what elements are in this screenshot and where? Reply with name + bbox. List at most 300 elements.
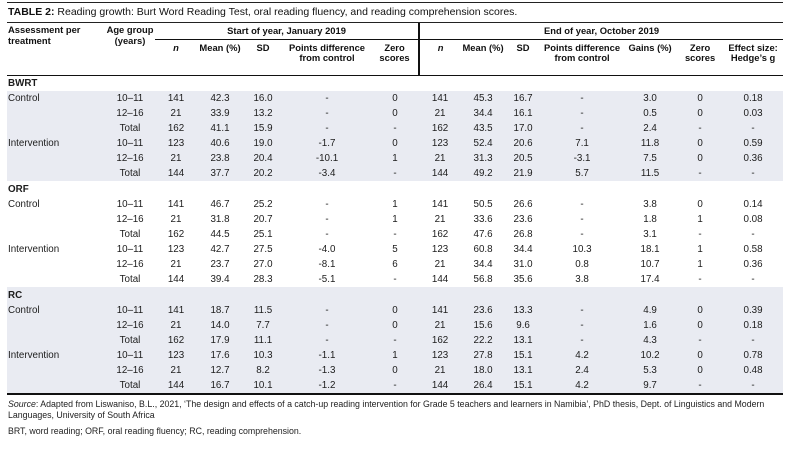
cell-end-sd: 31.0: [513, 259, 533, 270]
cell-end-mean: 34.4: [473, 108, 493, 119]
cell-start-mean: 16.7: [210, 380, 230, 391]
cell-end-n: 144: [431, 168, 449, 179]
cell-end-n: 162: [431, 229, 449, 240]
age-group-cell: 12–16: [116, 259, 144, 270]
cell-end-gains: 1.6: [643, 320, 657, 331]
table-title-text: Reading growth: Burt Word Reading Test, oral reading fluency, and reading comprehension scores.: [57, 6, 518, 18]
cell-end-points-diff: -: [580, 214, 584, 225]
cell-end-gains: 3.0: [643, 93, 657, 104]
cell-end-gains: 0.5: [643, 108, 657, 119]
treatment-label: Control: [8, 199, 40, 210]
cell-end-n: 123: [431, 138, 449, 149]
cell-start-points-diff: -8.1: [318, 259, 336, 270]
cell-start-points-diff: -: [325, 93, 329, 104]
cell-start-points-diff: -: [325, 214, 329, 225]
age-group-cell: Total: [119, 335, 141, 346]
cell-start-sd: 27.5: [253, 244, 273, 255]
cell-start-n: 21: [170, 108, 182, 119]
treatment-label: [7, 272, 105, 287]
cell-end-points-diff: -3.1: [573, 153, 591, 164]
cell-start-n: 144: [167, 274, 185, 285]
cell-end-gains: 5.3: [643, 365, 657, 376]
cell-end-effect-size: 0.18: [743, 320, 763, 331]
table-row: [7, 257, 783, 272]
table-caption: [7, 3, 783, 23]
table-row: [7, 348, 783, 363]
table-row: [7, 378, 783, 393]
cell-end-effect-size: 0.14: [743, 199, 763, 210]
age-group-cell: 10–11: [116, 199, 144, 210]
col-header-start-zero-scores: Zero scores: [371, 39, 419, 75]
cell-start-sd: 20.2: [253, 168, 273, 179]
source-note: [7, 395, 783, 421]
age-group-cell: 12–16: [116, 153, 144, 164]
cell-start-sd: 27.0: [253, 259, 273, 270]
cell-start-zero-scores: 1: [392, 153, 398, 164]
cell-start-zero-scores: 1: [392, 214, 398, 225]
cell-end-sd: 35.6: [513, 274, 533, 285]
treatment-label: [7, 333, 105, 348]
cell-start-zero-scores: -: [393, 123, 397, 134]
cell-end-zero-scores: -: [698, 380, 702, 391]
cell-end-zero-scores: 0: [697, 199, 703, 210]
cell-end-points-diff: -: [580, 123, 584, 134]
cell-end-gains: 17.4: [640, 274, 660, 285]
cell-end-zero-scores: 1: [697, 259, 703, 270]
cell-end-zero-scores: 0: [697, 93, 703, 104]
col-header-end-points-diff: Points difference from control: [541, 39, 623, 75]
table-row: [7, 91, 783, 106]
table-row: [7, 197, 783, 212]
cell-end-n: 144: [431, 380, 449, 391]
cell-end-gains: 1.8: [643, 214, 657, 225]
age-group-cell: 12–16: [116, 365, 144, 376]
cell-end-points-diff: -: [580, 108, 584, 119]
cell-start-mean: 23.7: [210, 259, 230, 270]
cell-end-mean: 31.3: [473, 153, 493, 164]
cell-end-sd: 15.1: [513, 380, 533, 391]
age-group-cell: Total: [119, 123, 141, 134]
table-row: [7, 166, 783, 181]
col-header-end-sd: SD: [505, 39, 541, 75]
cell-start-zero-scores: -: [393, 380, 397, 391]
cell-end-zero-scores: 0: [697, 108, 703, 119]
cell-end-n: 21: [434, 259, 446, 270]
cell-start-zero-scores: 0: [392, 320, 398, 331]
table-row: [7, 151, 783, 166]
cell-start-sd: 11.1: [253, 335, 273, 346]
cell-end-mean: 47.6: [473, 229, 493, 240]
cell-end-mean: 49.2: [473, 168, 493, 179]
col-header-age-group: Age group (years): [105, 23, 155, 75]
cell-start-points-diff: -5.1: [318, 274, 336, 285]
cell-end-mean: 60.8: [473, 244, 493, 255]
cell-end-points-diff: 4.2: [575, 350, 589, 361]
age-group-cell: 10–11: [116, 305, 144, 316]
cell-end-zero-scores: 1: [697, 244, 703, 255]
col-header-start-n: n: [155, 39, 197, 75]
cell-end-gains: 9.7: [643, 380, 657, 391]
cell-start-points-diff: -: [325, 199, 329, 210]
cell-start-mean: 39.4: [210, 274, 230, 285]
cell-end-effect-size: -: [751, 274, 755, 285]
cell-end-points-diff: 2.4: [575, 365, 589, 376]
treatment-label: [7, 227, 105, 242]
cell-start-n: 162: [167, 229, 185, 240]
cell-end-gains: 11.8: [640, 138, 660, 149]
cell-end-mean: 45.3: [473, 93, 493, 104]
cell-end-zero-scores: 0: [697, 350, 703, 361]
cell-start-n: 21: [170, 153, 182, 164]
cell-start-n: 21: [170, 214, 182, 225]
cell-end-points-diff: -: [580, 335, 584, 346]
table-row: [7, 106, 783, 121]
cell-end-n: 123: [431, 350, 449, 361]
cell-start-mean: 37.7: [210, 168, 230, 179]
treatment-label: [7, 166, 105, 181]
cell-start-sd: 19.0: [253, 138, 273, 149]
treatment-label: Control: [8, 93, 40, 104]
cell-end-sd: 17.0: [513, 123, 533, 134]
cell-end-sd: 34.4: [513, 244, 533, 255]
cell-end-sd: 13.1: [513, 365, 533, 376]
cell-start-n: 141: [167, 305, 185, 316]
cell-end-n: 21: [434, 214, 446, 225]
col-header-end-zero-scores: Zero scores: [677, 39, 723, 75]
cell-end-zero-scores: -: [698, 335, 702, 346]
cell-start-mean: 42.7: [210, 244, 230, 255]
cell-start-points-diff: -4.0: [318, 244, 336, 255]
cell-end-sd: 15.1: [513, 350, 533, 361]
cell-end-zero-scores: 0: [697, 153, 703, 164]
cell-start-mean: 33.9: [210, 108, 230, 119]
cell-start-points-diff: -: [325, 305, 329, 316]
cell-end-points-diff: -: [580, 199, 584, 210]
treatment-label: [7, 363, 105, 378]
cell-start-points-diff: -: [325, 335, 329, 346]
cell-end-effect-size: 0.03: [743, 108, 763, 119]
cell-end-sd: 26.8: [513, 229, 533, 240]
cell-end-n: 162: [431, 335, 449, 346]
cell-start-points-diff: -: [325, 123, 329, 134]
section-header-row: [7, 287, 783, 303]
cell-end-gains: 4.3: [643, 335, 657, 346]
treatment-label: [7, 121, 105, 136]
cell-start-mean: 14.0: [210, 320, 230, 331]
cell-start-n: 123: [167, 138, 185, 149]
age-group-cell: 10–11: [116, 244, 144, 255]
table-row: [7, 303, 783, 318]
cell-end-n: 21: [434, 320, 446, 331]
table-row: [7, 242, 783, 257]
cell-start-n: 162: [167, 123, 185, 134]
cell-start-sd: 10.1: [253, 380, 273, 391]
cell-start-sd: 15.9: [253, 123, 273, 134]
cell-end-effect-size: 0.36: [743, 259, 763, 270]
age-group-cell: Total: [119, 168, 141, 179]
age-group-cell: Total: [119, 229, 141, 240]
cell-end-gains: 10.7: [640, 259, 660, 270]
cell-start-mean: 17.6: [210, 350, 230, 361]
cell-start-sd: 25.1: [253, 229, 273, 240]
cell-start-points-diff: -1.3: [318, 365, 336, 376]
cell-start-points-diff: -3.4: [318, 168, 336, 179]
cell-end-mean: 23.6: [473, 305, 493, 316]
cell-end-zero-scores: -: [698, 229, 702, 240]
cell-end-gains: 4.9: [643, 305, 657, 316]
cell-end-mean: 43.5: [473, 123, 493, 134]
cell-end-zero-scores: -: [698, 123, 702, 134]
cell-start-n: 144: [167, 168, 185, 179]
section-label: ORF: [8, 183, 29, 195]
cell-start-points-diff: -: [325, 229, 329, 240]
cell-start-mean: 44.5: [210, 229, 230, 240]
cell-end-mean: 18.0: [473, 365, 493, 376]
cell-start-zero-scores: 0: [392, 365, 398, 376]
cell-start-zero-scores: 0: [392, 108, 398, 119]
cell-start-zero-scores: 1: [392, 350, 398, 361]
treatment-label: [7, 151, 105, 166]
cell-end-n: 144: [431, 274, 449, 285]
cell-start-zero-scores: -: [393, 168, 397, 179]
cell-start-zero-scores: -: [393, 274, 397, 285]
cell-start-zero-scores: 0: [392, 93, 398, 104]
cell-end-mean: 33.6: [473, 214, 493, 225]
cell-start-zero-scores: 1: [392, 199, 398, 210]
col-header-start-points-diff: Points difference from control: [283, 39, 371, 75]
cell-start-points-diff: -1.7: [318, 138, 336, 149]
cell-start-zero-scores: -: [393, 335, 397, 346]
treatment-label: [7, 378, 105, 393]
cell-end-effect-size: 0.39: [743, 305, 763, 316]
reading-growth-table: [7, 23, 783, 393]
cell-end-sd: 13.3: [513, 305, 533, 316]
cell-start-sd: 13.2: [253, 108, 273, 119]
cell-start-mean: 17.9: [210, 335, 230, 346]
cell-end-zero-scores: 0: [697, 320, 703, 331]
table-row: [7, 318, 783, 333]
treatment-label: [7, 257, 105, 272]
cell-end-sd: 20.5: [513, 153, 533, 164]
col-header-assessment: Assessment per treatment: [7, 23, 105, 75]
treatment-label: Control: [8, 305, 40, 316]
cell-end-effect-size: 0.08: [743, 214, 763, 225]
cell-end-effect-size: 0.58: [743, 244, 763, 255]
col-header-end-n: n: [419, 39, 461, 75]
cell-start-zero-scores: 0: [392, 305, 398, 316]
cell-end-sd: 21.9: [513, 168, 533, 179]
cell-end-zero-scores: -: [698, 168, 702, 179]
col-group-start-of-year: Start of year, January 2019: [155, 23, 419, 39]
cell-start-sd: 16.0: [253, 93, 273, 104]
cell-end-mean: 22.2: [473, 335, 493, 346]
cell-end-mean: 27.8: [473, 350, 493, 361]
cell-end-sd: 16.1: [513, 108, 533, 119]
cell-end-mean: 50.5: [473, 199, 493, 210]
cell-end-points-diff: 3.8: [575, 274, 589, 285]
cell-start-n: 21: [170, 259, 182, 270]
cell-start-sd: 20.4: [253, 153, 273, 164]
cell-end-effect-size: -: [751, 229, 755, 240]
age-group-cell: Total: [119, 380, 141, 391]
cell-start-points-diff: -1.2: [318, 380, 336, 391]
cell-start-mean: 46.7: [210, 199, 230, 210]
cell-end-effect-size: -: [751, 123, 755, 134]
cell-end-points-diff: 0.8: [575, 259, 589, 270]
cell-start-n: 141: [167, 93, 185, 104]
cell-end-effect-size: -: [751, 380, 755, 391]
cell-end-mean: 34.4: [473, 259, 493, 270]
cell-end-sd: 26.6: [513, 199, 533, 210]
cell-end-sd: 13.1: [513, 335, 533, 346]
cell-end-n: 21: [434, 153, 446, 164]
table-row: [7, 363, 783, 378]
cell-end-mean: 15.6: [473, 320, 493, 331]
section-label: RC: [8, 289, 23, 301]
section-label: BWRT: [8, 77, 38, 89]
source-label: Source: [8, 399, 36, 409]
cell-start-zero-scores: 0: [392, 138, 398, 149]
abbreviations-note: BRT, word reading; ORF, oral reading fluency; RC, reading comprehension.: [8, 426, 302, 436]
section-header-row: [7, 75, 783, 91]
cell-end-points-diff: 7.1: [575, 138, 589, 149]
treatment-label: Intervention: [8, 244, 60, 255]
table-number-label: TABLE 2:: [8, 6, 55, 18]
cell-start-mean: 41.1: [210, 123, 230, 134]
cell-start-mean: 23.8: [210, 153, 230, 164]
cell-start-n: 162: [167, 335, 185, 346]
cell-start-n: 21: [170, 365, 182, 376]
age-group-cell: Total: [119, 274, 141, 285]
table-row: [7, 333, 783, 348]
cell-end-gains: 3.1: [643, 229, 657, 240]
cell-end-points-diff: -: [580, 229, 584, 240]
cell-end-effect-size: 0.78: [743, 350, 763, 361]
cell-end-effect-size: 0.59: [743, 138, 763, 149]
cell-end-zero-scores: 0: [697, 138, 703, 149]
cell-end-zero-scores: 0: [697, 305, 703, 316]
table-row: [7, 121, 783, 136]
source-text: : Adapted from Liswaniso, B.L., 2021, ‘The design and effects of a catch-up reading intervention for Grade 5 teachers and learners in Namibia’, PhD thesis, Dept. of Linguistics and Modern Languages, University of South Africa: [8, 399, 765, 420]
cell-end-effect-size: -: [751, 168, 755, 179]
cell-start-zero-scores: -: [393, 229, 397, 240]
cell-start-sd: 10.3: [253, 350, 273, 361]
cell-end-points-diff: 5.7: [575, 168, 589, 179]
cell-end-sd: 20.6: [513, 138, 533, 149]
cell-start-mean: 12.7: [210, 365, 230, 376]
cell-start-sd: 11.5: [253, 305, 273, 316]
table-body: [7, 75, 783, 393]
cell-start-sd: 8.2: [256, 365, 270, 376]
cell-end-mean: 52.4: [473, 138, 493, 149]
cell-start-mean: 42.3: [210, 93, 230, 104]
cell-end-n: 141: [431, 305, 449, 316]
cell-end-effect-size: 0.18: [743, 93, 763, 104]
col-group-end-of-year: End of year, October 2019: [419, 23, 783, 39]
cell-end-effect-size: 0.36: [743, 153, 763, 164]
cell-end-points-diff: -: [580, 320, 584, 331]
cell-end-n: 141: [431, 199, 449, 210]
cell-start-points-diff: -10.1: [315, 153, 339, 164]
col-header-start-mean: Mean (%): [197, 39, 243, 75]
cell-end-gains: 7.5: [643, 153, 657, 164]
treatment-label: [7, 212, 105, 227]
treatment-label: Intervention: [8, 350, 60, 361]
cell-end-n: 123: [431, 244, 449, 255]
cell-end-n: 21: [434, 108, 446, 119]
cell-end-n: 21: [434, 365, 446, 376]
table-row: [7, 136, 783, 151]
cell-start-n: 123: [167, 350, 185, 361]
cell-end-gains: 3.8: [643, 199, 657, 210]
cell-end-gains: 18.1: [640, 244, 660, 255]
table-row: [7, 212, 783, 227]
cell-start-n: 144: [167, 380, 185, 391]
cell-start-zero-scores: 5: [392, 244, 398, 255]
cell-end-gains: 2.4: [643, 123, 657, 134]
cell-end-n: 141: [431, 93, 449, 104]
cell-end-zero-scores: 1: [697, 214, 703, 225]
cell-end-effect-size: 0.48: [743, 365, 763, 376]
age-group-cell: 12–16: [116, 320, 144, 331]
cell-end-zero-scores: 0: [697, 365, 703, 376]
cell-end-sd: 16.7: [513, 93, 533, 104]
age-group-cell: 10–11: [116, 93, 144, 104]
age-group-cell: 12–16: [116, 108, 144, 119]
cell-start-n: 141: [167, 199, 185, 210]
cell-start-sd: 25.2: [253, 199, 273, 210]
cell-start-mean: 40.6: [210, 138, 230, 149]
treatment-label: [7, 318, 105, 333]
cell-start-sd: 28.3: [253, 274, 273, 285]
cell-start-sd: 7.7: [256, 320, 270, 331]
cell-end-gains: 10.2: [640, 350, 660, 361]
col-header-end-effect-size: Effect size: Hedge’s g: [723, 39, 783, 75]
col-header-start-sd: SD: [243, 39, 283, 75]
cell-end-effect-size: -: [751, 335, 755, 346]
treatment-label: [7, 106, 105, 121]
age-group-cell: 10–11: [116, 350, 144, 361]
cell-start-points-diff: -: [325, 320, 329, 331]
treatment-label: Intervention: [8, 138, 60, 149]
table-row: [7, 227, 783, 242]
cell-end-n: 162: [431, 123, 449, 134]
cell-start-points-diff: -1.1: [318, 350, 336, 361]
cell-end-mean: 56.8: [473, 274, 493, 285]
cell-end-zero-scores: -: [698, 274, 702, 285]
cell-start-n: 123: [167, 244, 185, 255]
cell-end-points-diff: 4.2: [575, 380, 589, 391]
cell-end-sd: 23.6: [513, 214, 533, 225]
col-header-end-gains: Gains (%): [623, 39, 677, 75]
age-group-cell: 10–11: [116, 138, 144, 149]
col-header-end-mean: Mean (%): [461, 39, 505, 75]
age-group-cell: 12–16: [116, 214, 144, 225]
cell-start-mean: 31.8: [210, 214, 230, 225]
cell-end-gains: 11.5: [640, 168, 660, 179]
cell-end-points-diff: 10.3: [572, 244, 592, 255]
section-header-row: [7, 181, 783, 197]
cell-start-points-diff: -: [325, 108, 329, 119]
cell-end-mean: 26.4: [473, 380, 493, 391]
cell-start-sd: 20.7: [253, 214, 273, 225]
cell-end-points-diff: -: [580, 93, 584, 104]
cell-start-n: 21: [170, 320, 182, 331]
cell-start-mean: 18.7: [210, 305, 230, 316]
cell-end-points-diff: -: [580, 305, 584, 316]
cell-end-sd: 9.6: [516, 320, 530, 331]
table-row: [7, 272, 783, 287]
